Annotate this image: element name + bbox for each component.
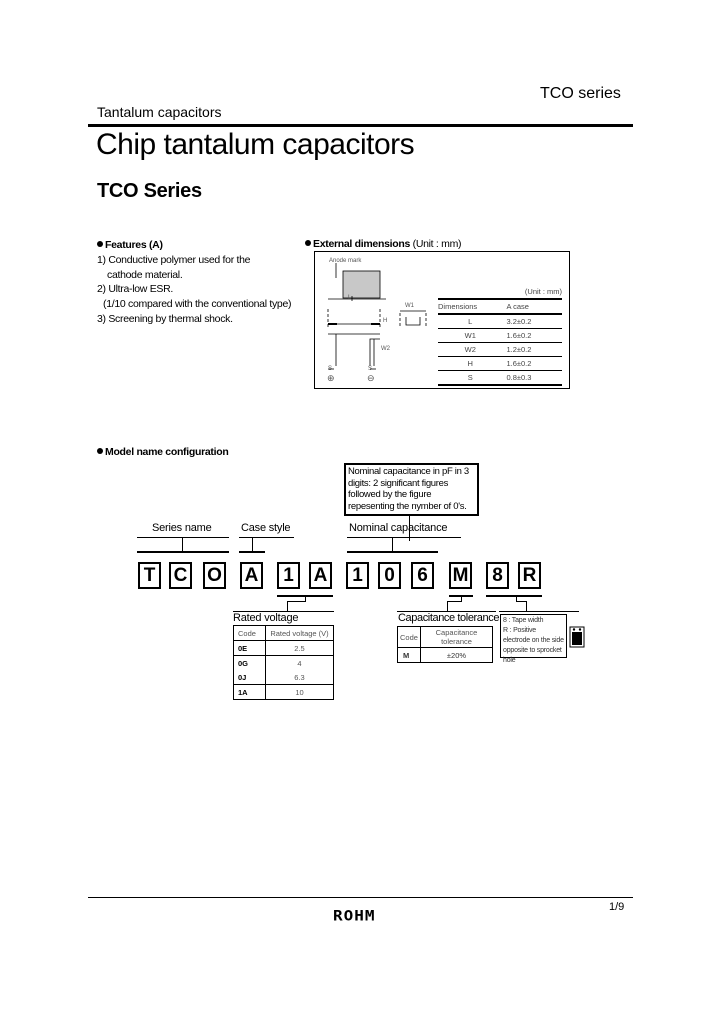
- capacitance-note: Nominal capacitance in pF in 3 digits: 2 significant figures followed by the figure repesenting the nymber of 0's.: [344, 463, 479, 516]
- code-char-box: A: [240, 562, 263, 589]
- page-number: 1/9: [609, 901, 625, 913]
- code-char-box: O: [203, 562, 226, 589]
- table-header: A case: [502, 299, 562, 314]
- code-char-box: 1: [277, 562, 300, 589]
- rated-voltage-table: Code Rated voltage (V) 0E 2.5 0G 4 0J 6.3 1A 10: [233, 625, 334, 700]
- feature-item: 3) Screening by thermal shock.: [97, 312, 233, 325]
- table-row: 0J 6.3: [234, 670, 334, 685]
- tape-orientation-icon: [569, 626, 585, 648]
- series-label: TCO series: [540, 85, 621, 102]
- series-name-connector: [182, 537, 183, 552]
- rated-voltage-label: Rated voltage: [233, 612, 299, 624]
- positive-electrode-note: R : Positive electrode on the side opposite to sprocket hole: [503, 627, 564, 664]
- code-char-box: 6: [411, 562, 434, 589]
- feature-item: 1) Conductive polymer used for the: [97, 253, 251, 266]
- dim-S-left-label: S: [328, 366, 333, 372]
- category-label: Tantalum capacitors: [97, 104, 222, 120]
- bullet-icon: [97, 241, 103, 247]
- capacitance-tolerance-label: Capacitance tolerance: [398, 612, 500, 624]
- dimensions-table: [438, 287, 562, 386]
- feature-item: cathode material.: [107, 268, 183, 281]
- tolerance-table: Code Capacitance tolerance M ±20%: [397, 626, 493, 663]
- footer-rule: [88, 897, 633, 898]
- page-title: Chip tantalum capacitors: [96, 128, 415, 161]
- positive-terminal-icon: ⊕: [327, 373, 335, 383]
- tape-bracket: [486, 595, 542, 597]
- header-rule: [88, 124, 633, 127]
- dim-W1-label: W1: [405, 303, 414, 309]
- dim-W2-label: W2: [381, 346, 390, 352]
- case-style-underline: [239, 537, 294, 538]
- table-row: 0G 4: [234, 656, 334, 671]
- table-unit: (Unit : mm): [524, 287, 562, 296]
- table-row: M ±20%: [398, 648, 493, 663]
- series-name-bracket: [137, 551, 229, 553]
- table-row: W2 1.2±0.2: [438, 343, 562, 357]
- features-section: [97, 238, 291, 327]
- table-header: Dimensions: [438, 299, 502, 314]
- code-char-box: M: [449, 562, 472, 589]
- table-row: L 3.2±0.2: [438, 314, 562, 329]
- case-style-label: Case style: [241, 522, 291, 534]
- table-row: 0E 2.5: [234, 641, 334, 656]
- code-char-box: 1: [346, 562, 369, 589]
- feature-item: 2) Ultra-low ESR.: [97, 283, 173, 296]
- nominal-cap-underline: [347, 537, 461, 538]
- code-char-box: 0: [378, 562, 401, 589]
- dim-S-right-label: S: [368, 366, 373, 372]
- series-name-underline: [137, 537, 229, 538]
- dimensions-heading: External dimensions (Unit : mm): [305, 238, 461, 250]
- case-style-connector: [252, 537, 253, 552]
- tape-width-note: 8 : Tape width: [503, 617, 544, 624]
- table-row: W1 1.6±0.2: [438, 329, 562, 343]
- model-config-heading: Model name configuration: [97, 446, 228, 458]
- code-char-box: R: [518, 562, 541, 589]
- rated-voltage-connector: [287, 601, 288, 611]
- taping-note: [500, 614, 567, 664]
- tolerance-connector: [447, 601, 462, 602]
- table-row: S 0.8±0.3: [438, 371, 562, 386]
- page-subtitle: TCO Series: [97, 180, 202, 202]
- anode-mark-label: Anode mark: [329, 258, 362, 264]
- nominal-cap-connector: [392, 537, 393, 552]
- case-style-bracket: [239, 551, 265, 553]
- tape-connector: [526, 601, 527, 611]
- bullet-icon: [97, 448, 103, 454]
- code-char-box: T: [138, 562, 161, 589]
- dim-H-label: H: [383, 318, 388, 324]
- features-heading: Features (A): [97, 238, 291, 253]
- rohm-logo: ROHM: [333, 906, 376, 925]
- feature-item: (1/10 compared with the conventional type): [103, 298, 292, 311]
- table-row: 1A 10: [234, 685, 334, 700]
- dim-L-label: L: [348, 295, 352, 301]
- series-name-label: Series name: [152, 522, 212, 534]
- code-char-box: 8: [486, 562, 509, 589]
- code-char-box: A: [309, 562, 332, 589]
- nominal-cap-bracket: [347, 551, 438, 553]
- tolerance-connector: [447, 601, 448, 611]
- table-row: H 1.6±0.2: [438, 357, 562, 371]
- negative-terminal-icon: ⊖: [367, 373, 375, 383]
- bullet-icon: [305, 240, 311, 246]
- code-char-box: C: [169, 562, 192, 589]
- tape-underline: [499, 611, 579, 612]
- nominal-capacitance-label: Nominal capacitance: [349, 522, 448, 534]
- rated-voltage-connector: [287, 601, 306, 602]
